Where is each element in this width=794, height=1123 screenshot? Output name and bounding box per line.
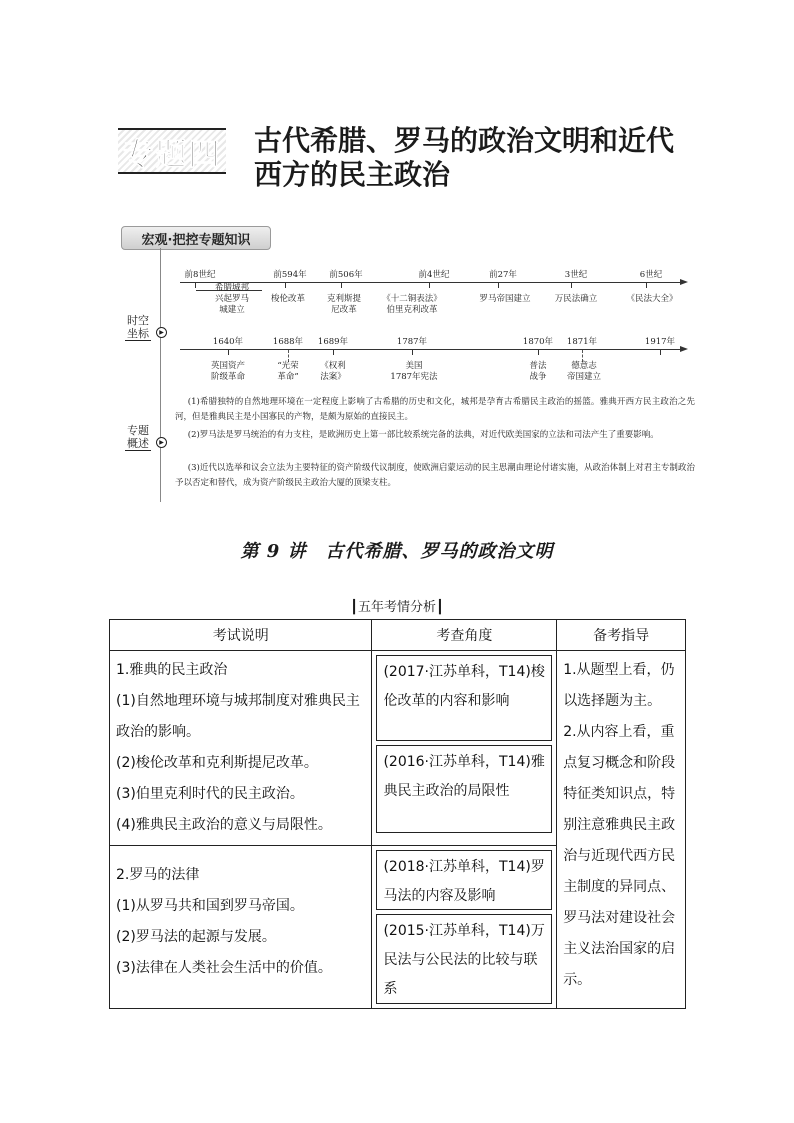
exam-angle: (2018·江苏单科，T14)罗马法的内容及影响	[376, 850, 552, 910]
timeline-1-event: 克利斯提 尼改革	[326, 294, 362, 315]
timeline-1-event: 希腊城邦 兴起罗马 城建立	[214, 283, 250, 315]
timeline-1-axis	[180, 282, 680, 283]
overview-paragraph: (1)希腊独特的自然地理环境在一定程度上影响了古希腊的历史和文化，城邦是孕育古希腊民主政治的摇篮。雅典开西方民主政治之先河，但是雅典民主是小国寡民的产物，是颇为原始的直接民主。	[175, 397, 695, 422]
overview-paragraph: (2)罗马法是罗马统治的有力支柱，是欧洲历史上第一部比较系统完备的法典，对近代欧美国家的立法和司法产生了重要影响。	[187, 430, 659, 440]
timeline-2-tick: 1871年	[566, 337, 598, 347]
table-header-row	[110, 620, 686, 651]
timeline-2-event: 《权利 法案》	[320, 361, 346, 382]
row-title: 2.罗马的法律	[116, 867, 200, 883]
list-item: (2)罗马法的起源与发展。	[116, 929, 276, 945]
lecture-title: 第 9 讲 古代希腊、罗马的政治文明	[240, 541, 554, 562]
table-row	[110, 651, 686, 846]
timeline-2-tick: 1640年	[212, 337, 244, 347]
timeline-2-event: “光荣 革命”	[277, 361, 299, 382]
timeline-2-tick: 1688年	[272, 337, 304, 347]
guidance-item: 2.从内容上看，重点复习概念和阶段特征类知识点，特别注意雅典民主政治与近现代西方民主制度的异同点、罗马法对建设社会主义法治国家的启示。	[563, 724, 676, 988]
timeline-2-tick: 1787年	[396, 337, 428, 347]
list-item: (1)自然地理环境与城邦制度对雅典民主政治的影响。	[116, 693, 360, 740]
timeline-2-tick: 1689年	[317, 337, 349, 347]
overview-tab: 宏观·把控专题知识	[121, 226, 271, 250]
list-item: (1)从罗马共和国到罗马帝国。	[116, 898, 304, 914]
timeline-2-event: 德意志 帝国建立	[566, 361, 602, 382]
timeline-1-tick: 前4世纪	[418, 270, 450, 280]
timeline-2-event: 英国资产 阶级革命	[210, 361, 246, 382]
topic-title	[254, 124, 714, 192]
topic-label-box	[118, 128, 226, 174]
timeline-1-tick: 前8世纪	[184, 270, 216, 280]
timeline-1-event: 《民法大全》	[626, 294, 678, 304]
topic-label: 专题四	[122, 136, 222, 173]
timeline-2-event: 美国 1787年宪法	[390, 361, 438, 382]
guidance-item: 1.从题型上看，仍以选择题为主。	[563, 662, 675, 709]
timeline-1-tick: 6世纪	[639, 270, 663, 280]
summary-side-label: 专题 概述	[127, 424, 149, 450]
row-title: 1.雅典的民主政治	[116, 662, 228, 678]
play-arrow-icon: ▶	[156, 437, 167, 448]
timeline-1-tick: 3世纪	[564, 270, 588, 280]
timeline-1-event: 万民法确立	[554, 294, 598, 304]
timeline-1-event: 梭伦改革	[270, 294, 306, 304]
list-item: (4)雅典民主政治的意义与局限性。	[116, 817, 332, 833]
timeline-2-tick: 1917年	[644, 337, 676, 347]
topic-title-line1: 古代希腊、罗马的政治文明和近代	[254, 124, 675, 157]
timeline-1-event: 《十二铜表法》 伯里克利改革	[382, 294, 442, 315]
timeline-1-event: 罗马帝国建立	[479, 294, 531, 304]
table-header: 考试说明	[110, 620, 372, 651]
list-item: (3)伯里克利时代的民主政治。	[116, 786, 304, 802]
timeline-1-tick: 前594年	[273, 270, 307, 280]
exam-analysis-table	[109, 619, 686, 1009]
arrow-right-icon	[680, 346, 688, 352]
table-header: 考查角度	[372, 620, 557, 651]
overview-vertical-rule	[160, 248, 161, 502]
topic-title-line2: 西方的民主政治	[254, 158, 451, 191]
overview-paragraph: (3)近代以选举和议会立法为主要特征的资产阶级代议制度，使欧洲启蒙运动的民主思潮由理论付诸实施，从政治体制上对君主专制政治予以否定和替代，成为资产阶级民主政治大厦的顶梁支柱。	[175, 463, 695, 488]
list-item: (2)梭伦改革和克利斯提尼改革。	[116, 755, 318, 771]
list-item: (3)法律在人类社会生活中的价值。	[116, 960, 332, 976]
timeline-1-tick: 前506年	[329, 270, 363, 280]
play-arrow-icon: ▶	[156, 327, 167, 338]
timeline-2-axis	[180, 349, 680, 350]
exam-angle: (2017·江苏单科，T14)梭伦改革的内容和影响	[376, 655, 552, 741]
timeline-2-tick: 1870年	[522, 337, 554, 347]
analysis-title: ┃五年考情分析┃	[350, 600, 444, 615]
exam-angle: (2015·江苏单科，T14)万民法与公民法的比较与联系	[376, 914, 552, 1004]
timeline-1-tick: 前27年	[489, 270, 517, 280]
arrow-right-icon	[680, 279, 688, 285]
timeline-side-label: 时空 坐标	[127, 314, 149, 340]
exam-angle: (2016·江苏单科，T14)雅典民主政治的局限性	[376, 745, 552, 833]
table-header: 备考指导	[557, 620, 686, 651]
timeline-2-event: 普法 战争	[529, 361, 547, 382]
